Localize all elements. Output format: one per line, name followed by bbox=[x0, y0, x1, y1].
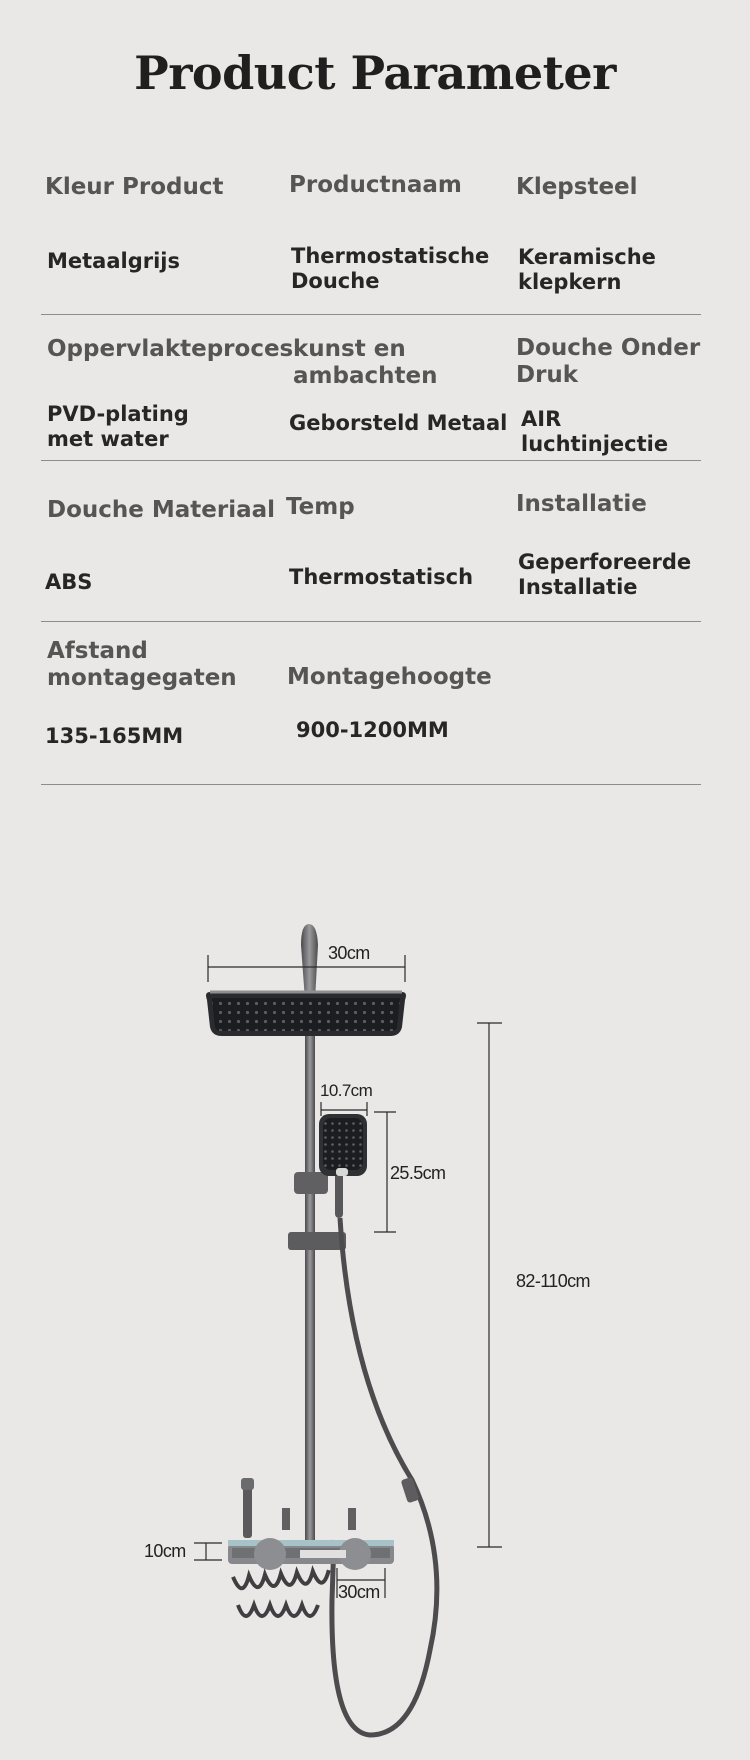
param-label-temp: Temp bbox=[286, 494, 355, 520]
param-value-douche-onder-druk: AIR luchtinjectie bbox=[521, 407, 669, 456]
dim-label-handheld-height: 25.5cm bbox=[390, 1163, 446, 1183]
param-value-afstand-montagegaten: 135-165MM bbox=[45, 724, 184, 748]
param-value-klepsteel: Keramische klepkern bbox=[518, 245, 656, 294]
dim-label-handheld-width: 10.7cm bbox=[320, 1081, 373, 1100]
table-divider bbox=[41, 621, 701, 622]
slider-bracket bbox=[294, 1172, 328, 1194]
param-value-kleur-product: Metaalgrijs bbox=[47, 249, 181, 273]
shower-system-illustration bbox=[0, 900, 750, 1760]
table-divider bbox=[41, 784, 701, 785]
param-label-afstand-montagegaten: Afstand montagegaten bbox=[47, 638, 237, 692]
coiled-hose bbox=[233, 1570, 330, 1589]
param-label-douche-materiaal: Douche Materiaal bbox=[47, 497, 276, 523]
dim-label-shelf-height: 10cm bbox=[144, 1541, 186, 1561]
dim-label-shelf-width: 30cm bbox=[338, 1582, 380, 1602]
param-value-oppervlakteproces: PVD-plating met water bbox=[47, 402, 189, 451]
table-divider bbox=[41, 314, 701, 315]
coiled-hose bbox=[238, 1605, 318, 1616]
table-divider bbox=[41, 460, 701, 461]
param-value-kunst-en-ambachten: Geborsteld Metaal bbox=[289, 411, 508, 435]
param-label-douche-onder-druk: Douche Onder Druk bbox=[516, 335, 701, 389]
param-value-productnaam: Thermostatische Douche bbox=[291, 244, 490, 293]
param-label-oppervlakteproces: Oppervlakteproces bbox=[47, 336, 294, 362]
spray-gun bbox=[241, 1478, 254, 1538]
param-value-douche-materiaal: ABS bbox=[45, 570, 93, 594]
page-title: Product Parameter bbox=[134, 46, 616, 100]
param-label-montagehoogte: Montagehoogte bbox=[287, 664, 492, 690]
param-value-temp: Thermostatisch bbox=[289, 565, 474, 589]
param-label-productnaam: Productnaam bbox=[289, 172, 462, 198]
param-label-kleur-product: Kleur Product bbox=[45, 174, 224, 200]
hand-shower bbox=[319, 1114, 367, 1218]
param-label-kunst-en-ambachten: kunst en ambachten bbox=[293, 336, 438, 390]
dim-label-head-width: 30cm bbox=[328, 943, 370, 963]
riser-pipe bbox=[305, 1000, 315, 1560]
shower-hose bbox=[332, 1218, 437, 1735]
param-value-montagehoogte: 900-1200MM bbox=[296, 718, 449, 742]
param-label-klepsteel: Klepsteel bbox=[516, 174, 638, 200]
dim-label-total-height: 82-110cm bbox=[516, 1271, 590, 1291]
rain-shower-head bbox=[206, 992, 406, 1036]
param-label-installatie: Installatie bbox=[516, 491, 647, 517]
param-value-installatie: Geperforeerde Installatie bbox=[518, 550, 692, 599]
gooseneck-arm bbox=[301, 924, 318, 1000]
lower-bracket bbox=[288, 1232, 346, 1250]
